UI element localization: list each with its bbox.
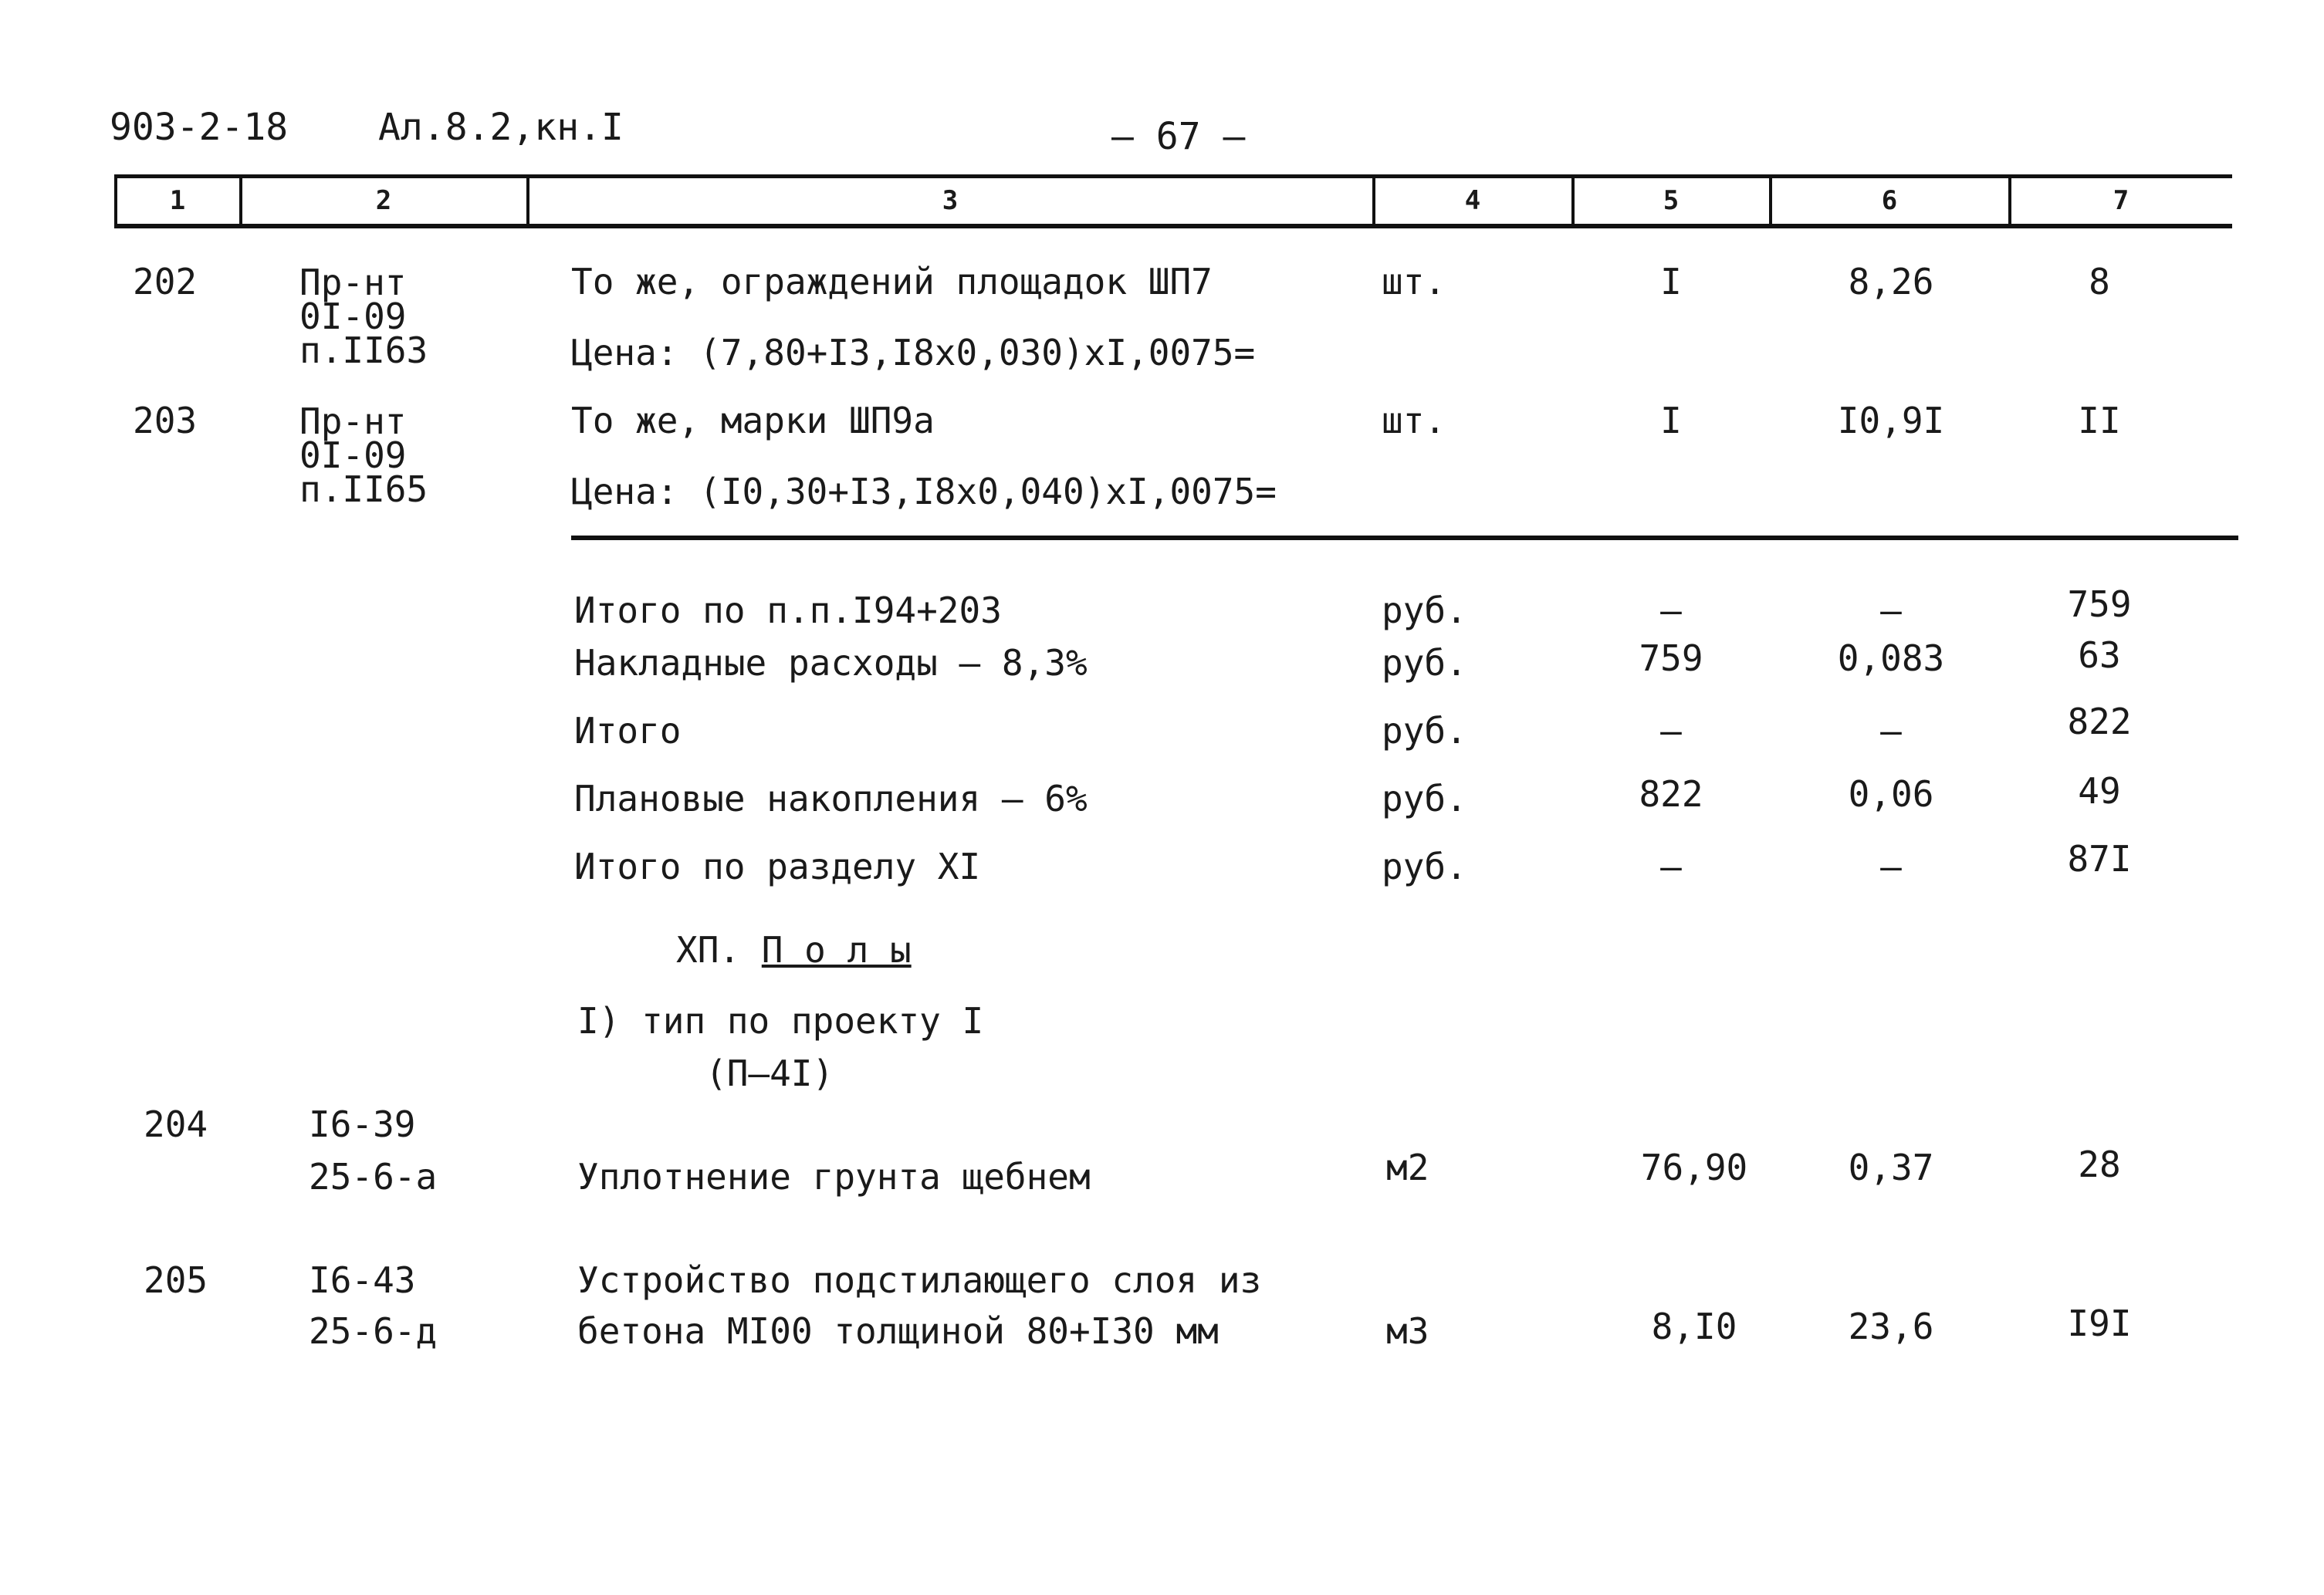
column-header-4: 4: [1464, 185, 1481, 216]
row-code-line: Пр-нт: [299, 262, 407, 303]
row-quantity: I: [1660, 400, 1682, 441]
row-code-line: Пр-нт: [299, 400, 407, 442]
totals-label: Накладные расходы – 8,3%: [574, 642, 1088, 684]
section-subtype: I) тип по проекту I: [577, 1000, 984, 1042]
totals-label: Итого по разделу XI: [574, 846, 981, 887]
row-description: Уплотнение грунта щебнем: [577, 1156, 1091, 1198]
row-number: 204: [144, 1103, 208, 1145]
row-unit: шт.: [1382, 400, 1446, 441]
page-number: — 67 —: [1111, 115, 1246, 158]
totals-quantity: –: [1660, 710, 1682, 752]
row-number: 203: [133, 400, 198, 441]
row-code-line: I6-39: [309, 1103, 416, 1145]
row-code-line: 0I-09: [299, 434, 407, 476]
section-subtype-code: (П–4I): [705, 1053, 834, 1094]
totals-separator: [571, 536, 2238, 540]
album-ref: Ал.8.2,кн.I: [378, 106, 624, 149]
row-price-formula: Цена: (7,80+I3,I8x0,030)xI,0075=: [571, 332, 1256, 373]
row-rate: I0,9I: [1837, 400, 1945, 441]
row-quantity: 8,I0: [1651, 1306, 1737, 1347]
row-code-line: I6-43: [309, 1259, 416, 1301]
column-header-6: 6: [1881, 185, 1898, 216]
row-code-line: п.II63: [299, 329, 428, 371]
row-number: 205: [144, 1259, 208, 1301]
totals-unit: руб.: [1382, 590, 1467, 631]
totals-unit: руб.: [1382, 710, 1467, 752]
row-description: То же, марки ШП9а: [571, 400, 935, 441]
totals-total: 87I: [2067, 838, 2132, 880]
row-rate: 0,37: [1848, 1147, 1934, 1188]
totals-quantity: 822: [1639, 773, 1703, 815]
totals-unit: руб.: [1382, 642, 1467, 684]
row-code-line: 25-6-а: [309, 1156, 438, 1198]
column-header-7: 7: [2113, 185, 2129, 216]
row-code-line: п.II65: [299, 468, 428, 510]
totals-total: 63: [2078, 634, 2121, 676]
totals-total: 759: [2067, 583, 2132, 625]
row-rate: 8,26: [1848, 261, 1934, 302]
row-code-line: 0I-09: [299, 296, 407, 337]
row-unit: м2: [1386, 1147, 1429, 1188]
row-price-formula: Цена: (I0,30+I3,I8x0,040)xI,0075=: [571, 471, 1277, 512]
row-code-line: 25-6-д: [309, 1310, 438, 1352]
totals-quantity: –: [1660, 590, 1682, 631]
row-unit: шт.: [1382, 261, 1446, 302]
row-total: II: [2078, 400, 2121, 441]
row-quantity: 76,90: [1640, 1147, 1748, 1188]
row-description: бетона MI00 толщиной 80+I30 мм: [577, 1310, 1219, 1352]
section-heading: [676, 931, 912, 969]
row-total: I9I: [2067, 1303, 2132, 1344]
totals-rate: –: [1880, 710, 1902, 752]
totals-unit: руб.: [1382, 846, 1467, 887]
row-total: 28: [2078, 1144, 2121, 1185]
totals-quantity: 759: [1639, 637, 1703, 679]
row-rate: 23,6: [1848, 1306, 1934, 1347]
totals-total: 49: [2078, 770, 2121, 812]
column-header-3: 3: [942, 185, 959, 216]
section-title: П о л ы: [761, 929, 912, 971]
row-description: То же, ограждений площадок ШП7: [571, 261, 1213, 302]
row-code: [299, 262, 428, 371]
row-quantity: I: [1660, 261, 1682, 302]
row-description: Устройство подстилающего слоя из: [577, 1259, 1262, 1301]
column-header-2: 2: [375, 185, 392, 216]
totals-rate: 0,083: [1837, 637, 1945, 679]
totals-rate: –: [1880, 590, 1902, 631]
doc-code: 903-2-18: [110, 106, 289, 149]
totals-rate: 0,06: [1848, 773, 1934, 815]
row-unit: м3: [1386, 1310, 1429, 1352]
totals-label: Итого по п.п.I94+203: [574, 590, 1002, 631]
totals-label: Итого: [574, 710, 682, 752]
totals-unit: руб.: [1382, 778, 1467, 819]
totals-total: 822: [2067, 701, 2132, 742]
totals-quantity: –: [1660, 846, 1682, 887]
section-prefix: XП.: [676, 929, 741, 971]
column-header-1: 1: [169, 185, 186, 216]
column-header-5: 5: [1663, 185, 1680, 216]
row-number: 202: [133, 261, 198, 302]
totals-rate: –: [1880, 846, 1902, 887]
row-code: [299, 400, 428, 510]
totals-label: Плановые накопления – 6%: [574, 778, 1088, 819]
row-total: 8: [2089, 261, 2110, 302]
